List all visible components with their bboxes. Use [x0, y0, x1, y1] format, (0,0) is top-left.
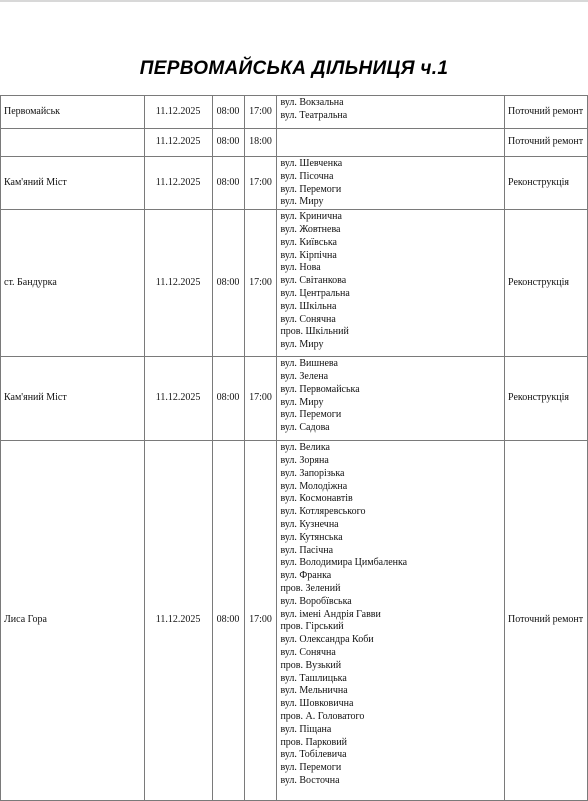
street-item: вул. Запорізька: [280, 467, 345, 479]
street-item: вул. Вишнева: [280, 358, 338, 370]
street-item: вул. Первомайська: [280, 383, 360, 395]
street-item: вул. Жовтнева: [280, 223, 341, 235]
date-cell: 11.12.2025: [144, 157, 212, 210]
street-item: вул. Зоряна: [280, 454, 329, 466]
table-row: [1, 210, 588, 357]
street-item: пров. Парковий: [280, 736, 347, 748]
street-item: вул. Франка: [280, 570, 332, 582]
street-item: вул. Мельнична: [280, 685, 348, 697]
street-item: вул. Перемоги: [280, 762, 342, 774]
street-item: пров. Зелений: [280, 582, 341, 594]
street-item: вул. Садова: [280, 422, 330, 434]
table-row: [1, 96, 588, 129]
top-border: [0, 0, 588, 2]
street-item: вул. Шовковична: [280, 698, 354, 710]
street-item: вул. Вокзальна: [280, 97, 344, 108]
start-time-cell: 08:00: [212, 441, 244, 801]
work-type-cell: Поточний ремонт: [505, 129, 588, 157]
end-time-cell: 17:00: [244, 357, 277, 441]
table-row: [1, 357, 588, 441]
date-cell: 11.12.2025: [144, 210, 212, 357]
page-title: ПЕРВОМАЙСЬКА ДІЛЬНИЦЯ ч.1: [139, 58, 449, 79]
work-type-cell: Поточний ремонт: [505, 96, 588, 129]
end-time-cell: 18:00: [244, 129, 277, 157]
street-item: пров. Шкільний: [280, 326, 349, 338]
street-item: вул. Олександра Коби: [280, 634, 374, 646]
end-time-cell: 17:00: [244, 157, 277, 210]
street-item: вул. Володимира Цимбаленка: [280, 557, 408, 569]
date-cell: 11.12.2025: [144, 96, 212, 129]
street-item: вул. Перемоги: [280, 183, 342, 195]
outage-table: [0, 95, 588, 801]
street-item: вул. Пісочна: [280, 170, 334, 182]
start-time-cell: 08:00: [212, 96, 244, 129]
locality-cell: Первомайськ: [1, 96, 145, 129]
street-item: вул. Сонячна: [280, 646, 336, 658]
street-item: вул. Миру: [280, 396, 324, 408]
street-item: вул. Миру: [280, 339, 324, 351]
street-item: вул. Космонавтів: [280, 493, 353, 505]
street-item: вул. Шкільна: [280, 300, 337, 312]
street-item: вул. Пасічна: [280, 544, 334, 556]
street-item: вул. Тобілевича: [280, 749, 347, 761]
street-item: вул. Перемоги: [280, 409, 342, 421]
street-item: вул. Піщана: [280, 723, 332, 735]
street-item: вул. Котляревського: [280, 506, 366, 518]
street-item: пров. Вузький: [280, 659, 342, 671]
streets-cell: [277, 96, 505, 129]
street-item: вул. Восточна: [280, 774, 340, 786]
street-item: вул. Театральна: [280, 109, 348, 121]
street-item: вул. Зелена: [280, 370, 329, 382]
locality-cell: [1, 129, 145, 157]
street-item: вул. Кринична: [280, 211, 342, 223]
street-item: пров. А. Головатого: [280, 710, 365, 722]
table-row: [1, 129, 588, 157]
locality-cell: Лиса Гора: [1, 441, 145, 801]
work-type-cell: Поточний ремонт: [505, 441, 588, 801]
street-item: вул. імені Андрія Гавви: [280, 608, 381, 620]
street-item: вул. Велика: [280, 442, 330, 454]
street-item: вул. Ташлицька: [280, 672, 347, 684]
locality-cell: ст. Бандурка: [1, 210, 145, 357]
street-item: вул. Шевченка: [280, 158, 343, 169]
end-time-cell: 17:00: [244, 96, 277, 129]
street-item: вул. Сонячна: [280, 313, 336, 325]
streets-cell: [277, 441, 505, 801]
table-row: [1, 157, 588, 210]
date-cell: 11.12.2025: [144, 129, 212, 157]
start-time-cell: 08:00: [212, 357, 244, 441]
start-time-cell: 08:00: [212, 210, 244, 357]
street-item: вул. Молодіжна: [280, 480, 348, 492]
street-item: вул. Воробївська: [280, 595, 352, 607]
street-item: вул. Кутянська: [280, 531, 343, 543]
street-item: вул. Кірпічна: [280, 249, 337, 261]
table-row: [1, 441, 588, 801]
streets-cell: [277, 357, 505, 441]
end-time-cell: 17:00: [244, 210, 277, 357]
start-time-cell: 08:00: [212, 129, 244, 157]
streets-cell: [277, 129, 505, 157]
street-item: вул. Світанкова: [280, 275, 347, 287]
street-item: вул. Кузнечна: [280, 518, 339, 530]
street-item: вул. Миру: [280, 196, 324, 208]
start-time-cell: 08:00: [212, 157, 244, 210]
street-item: вул. Київська: [280, 236, 337, 248]
streets-cell: [277, 210, 505, 357]
work-type-cell: Реконструкція: [505, 357, 588, 441]
date-cell: 11.12.2025: [144, 357, 212, 441]
street-item: вул. Центральна: [280, 287, 350, 299]
streets-cell: [277, 157, 505, 210]
locality-cell: Кам'яний Міст: [1, 157, 145, 210]
date-cell: 11.12.2025: [144, 441, 212, 801]
work-type-cell: Реконструкція: [505, 157, 588, 210]
locality-cell: Кам'яний Міст: [1, 357, 145, 441]
street-item: пров. Гірський: [280, 621, 344, 633]
end-time-cell: 17:00: [244, 441, 277, 801]
work-type-cell: Реконструкція: [505, 210, 588, 357]
street-item: вул. Нова: [280, 262, 321, 274]
